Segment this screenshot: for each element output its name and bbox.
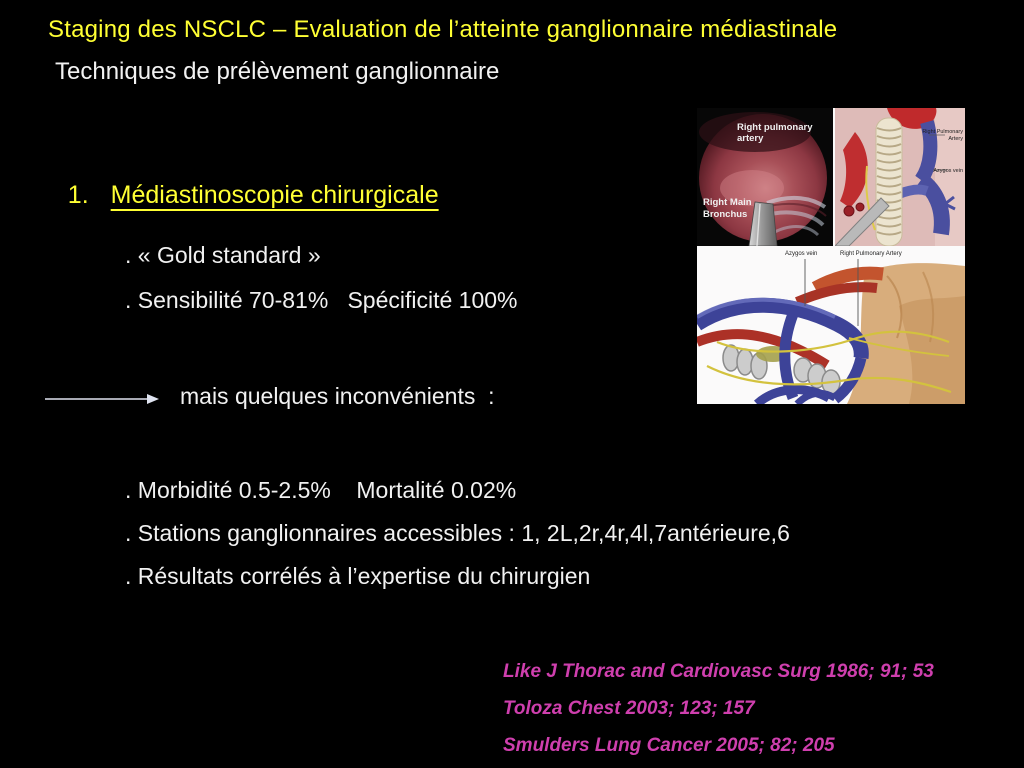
- diagram-label-azygos: Azygos vein: [933, 168, 963, 174]
- reference-line: Smulders Lung Cancer 2005; 82; 205: [503, 735, 835, 756]
- arrow-note: mais quelques inconvénients :: [180, 383, 495, 409]
- diagram-bottom-label-azygos: Azygos vein: [785, 251, 818, 257]
- list-item-number: 1.: [67, 181, 89, 209]
- bullet-morbidite-mortalite: . Morbidité 0.5-2.5% Mortalité 0.02%: [125, 477, 517, 503]
- diagram-label-rpa-1: Right Pulmonary: [922, 129, 963, 135]
- reference-line: Toloza Chest 2003; 123; 157: [503, 698, 755, 719]
- mediastinoscopy-figure: [697, 108, 965, 404]
- figure-top-row: [697, 108, 965, 246]
- reference-line: Like J Thorac and Cardiovasc Surg 1986; 91; 53: [503, 661, 934, 682]
- endoscopy-photo: [697, 108, 833, 246]
- right-arrow-icon: [44, 391, 160, 407]
- bullet-stations-accessibles: . Stations ganglionnaires accessibles : 1, 2L,2r,4r,4l,7antérieure,6: [125, 520, 790, 546]
- endoscopy-label-bronchus-1: Right Main: [703, 197, 752, 208]
- bullet-gold-standard: . « Gold standard »: [125, 242, 321, 268]
- slide-subtitle: Techniques de prélèvement ganglionnaire: [55, 58, 500, 85]
- slide-title: Staging des NSCLC – Evaluation de l’atteinte ganglionnaire médiastinale: [48, 16, 838, 43]
- anatomy-diagram-small: [835, 108, 965, 246]
- anatomy-diagram-large: [697, 246, 965, 404]
- bullet-sensibilite-specificite: . Sensibilité 70-81% Spécificité 100%: [125, 287, 518, 313]
- list-item-mediastinoscopie: [40, 152, 439, 239]
- endoscopy-label-rpa-1: Right pulmonary: [737, 122, 813, 133]
- bullet-resultats-expertise: . Résultats corrélés à l’expertise du chirurgien: [125, 563, 591, 589]
- endoscopy-label-rpa-2: artery: [737, 133, 764, 144]
- endoscopy-label-bronchus-2: Bronchus: [703, 209, 748, 220]
- diagram-bottom-label-rpa: Right Pulmonary Artery: [840, 251, 902, 257]
- diagram-label-rpa-2: Artery: [948, 136, 963, 142]
- list-item-label: Médiastinoscopie chirurgicale: [110, 181, 439, 209]
